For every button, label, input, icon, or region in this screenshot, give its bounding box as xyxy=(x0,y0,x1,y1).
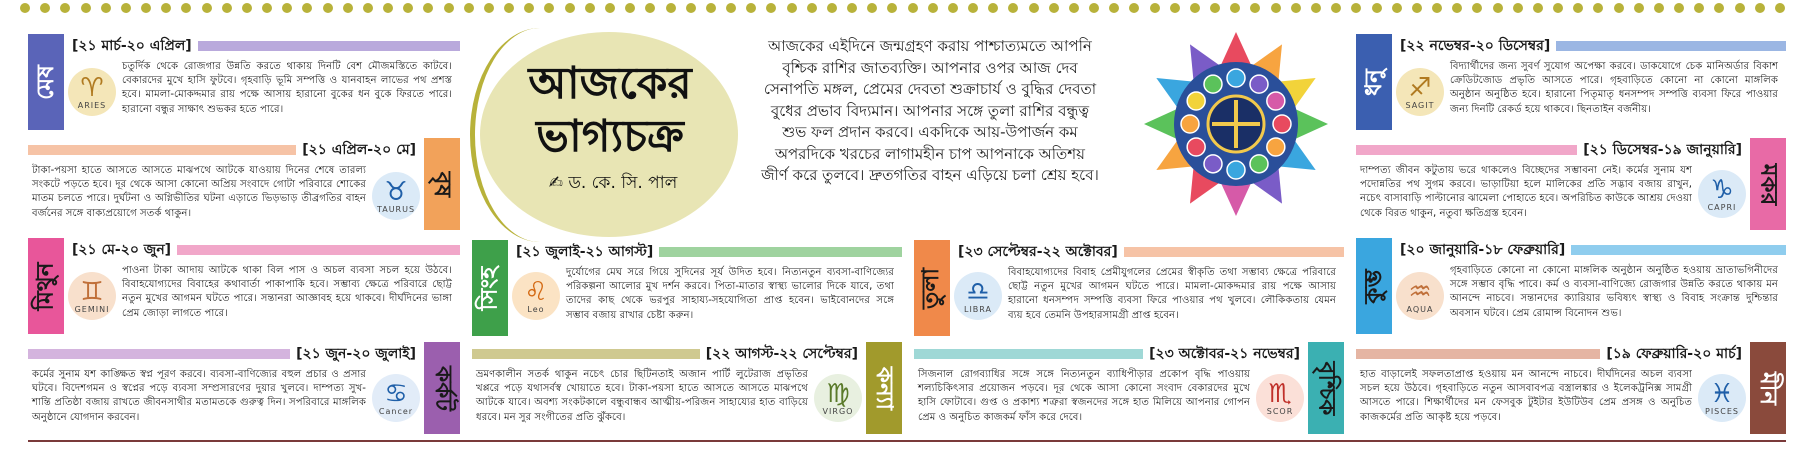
border-dot xyxy=(1513,3,1523,13)
sign-box-brisha xyxy=(28,138,460,230)
border-dot xyxy=(1271,3,1281,13)
libra-icon: ♎ LIBRA xyxy=(954,272,1002,320)
sign-label-meen: মীন xyxy=(1750,342,1786,434)
sign-bar-kumbha xyxy=(1571,245,1786,255)
border-dot xyxy=(766,3,776,13)
page-title-line2: ভাগ্যচক্র xyxy=(536,111,684,162)
sign-label-makar: মকর xyxy=(1750,138,1786,230)
sign-box-kumbha xyxy=(1356,238,1786,334)
sign-label-brishchik: বৃশ্চিক xyxy=(1308,342,1344,434)
sign-text-mithun: পাওনা টাকা আদায় আটকে থাকা বিল পাস ও অচল ব্যবসা সচল হয়ে উঠবে। বিবাহযোগ্যদের বিবাহের কথাবার্তা পাকাপাকি হবে। সম্ভাব্য ক্ষেত্রে পরিবারে ছোট্ট নতুন মুখের আগমন ঘটতে পারে। সন্তানরা আজ্ঞাবহ হয়ে থাকবে। দীর্ঘদিনের ভাঙ্গা প্রেম জোড়া লাগতে পারে। xyxy=(122,265,452,319)
sign-bar-meen xyxy=(1356,349,1600,359)
border-dot xyxy=(645,3,655,13)
border-dot xyxy=(807,3,817,13)
border-dot xyxy=(1089,3,1099,13)
sign-box-karkat xyxy=(28,342,460,434)
sign-bar-brisha xyxy=(28,145,296,155)
border-dot xyxy=(625,3,635,13)
border-dot xyxy=(1452,3,1462,13)
border-dot xyxy=(1674,3,1684,13)
sign-date-kumbha: [২০ জানুয়ারি-১৮ ফেব্রুয়ারি] xyxy=(1400,242,1566,258)
sign-date-dhanu: [২২ নভেম্বর-২০ ডিসেম্বর] xyxy=(1400,38,1551,54)
border-dot xyxy=(847,3,857,13)
border-dot xyxy=(302,3,312,13)
sign-date-brisha: [২১ এপ্রিল-২০ মে] xyxy=(302,142,416,158)
page-title-line1: আজকের xyxy=(528,58,692,109)
sign-label-karkat: কর্কট xyxy=(424,342,460,434)
border-dot xyxy=(1614,3,1624,13)
border-dot xyxy=(1573,3,1583,13)
sign-label-mithun: মিথুন xyxy=(28,238,64,334)
border-dot xyxy=(867,3,877,13)
border-dot xyxy=(1190,3,1200,13)
sign-text-brisha: টাকা-পয়সা হাতে আসতে আসতে মাঝপথে আটকে যাওয়ায় দিনের শেষে তারল্য সংকটে পড়তে হবে। দূর থেকে আসা কোনো অপ্রিয় সংবাদে গোটা পরিবারে শোকের মাতম চলতে পারে। দুর্ঘটনা ও অগ্নিভীতির ঘটনা এড়াতে ভিড়ভাড় তীব্রগতির বাহন বর্জনের সঙ্গে বাক্যপ্রয়োগে সতর্ক থাকুন। xyxy=(32,165,366,219)
border-dot xyxy=(1210,3,1220,13)
border-dot xyxy=(343,3,353,13)
border-dot xyxy=(1029,3,1039,13)
border-dot xyxy=(1351,3,1361,13)
border-dot xyxy=(1654,3,1664,13)
sign-text-mesh: চতুর্দিক থেকে রোজগার উন্নতি করতে থাকায় দিনটি বেশ মৌজমস্তিতে কাটবে। বেকারদের মুখে হাসি ফুটবে। গৃহবাড়ি ভূমি সম্পত্তি ও যানবাহন লাভের পথ প্রশস্ত হবে। মামলা-মোকদ্দমার রায় পক্ষে আসায় হারানো বুকের ধন বুকে ফিরতে পারে। হারানো বন্ধুর সাক্ষাৎ শুভকর হতে পারে। xyxy=(122,61,452,115)
border-dot xyxy=(787,3,797,13)
sign-bar-karkat xyxy=(28,349,290,359)
bottom-rule xyxy=(28,440,1786,442)
sign-box-kanya xyxy=(472,342,902,434)
border-dot xyxy=(565,3,575,13)
sign-text-singha: দুর্যোগের মেঘ সরে গিয়ে সুদিনের সূর্য উদিত হবে। নিত্যনতুন ব্যবসা-বাণিজ্যের পরিকল্পনা আলোর মুখ দর্শন করবে। পিতা-মাতার স্বাস্থ্য ভালোর দিকে যাবে, তথা তাদের কাছ থেকে ভরপুর সাহায্য-সহযোগিতা প্রাপ্ত হবেন। ভাইবোনদের সঙ্গে সম্ভাব বজায় রাখার চেষ্টা করুন। xyxy=(566,267,894,321)
sign-date-makar: [২১ ডিসেম্বর-১৯ জানুয়ারি] xyxy=(1583,142,1742,158)
cancer-icon: ♋ Cancer xyxy=(372,374,420,422)
border-dot xyxy=(363,3,373,13)
sign-date-kanya: [২২ আগস্ট-২২ সেপ্টেম্বর] xyxy=(705,346,858,362)
sign-label-dhanu: ধনু xyxy=(1356,34,1392,130)
border-dot xyxy=(686,3,696,13)
border-dot xyxy=(706,3,716,13)
top-dot-border xyxy=(20,3,1786,17)
sign-text-tula: বিবাহযোগ্যদের বিবাহ প্রেমীযুগলের প্রেমের স্বীকৃতি তথা সম্ভাব্য ক্ষেত্রে পরিবারে ছোট্ট নতুন মুখের আগমন ঘটতে পারে। মামলা-মোকদ্দমার রায় পক্ষে আসায় হারানো ধনসম্পদ সম্পত্তি ব্যবসা ফিরে পাওয়ার পথ খুলবে। লৌকিকতায় যেমন ব্যয় হবে তেমনি উপহারসামগ্রী প্রাপ্ত হবেন। xyxy=(1008,267,1336,321)
border-dot xyxy=(1230,3,1240,13)
border-dot xyxy=(1735,3,1745,13)
border-dot xyxy=(1694,3,1704,13)
border-dot xyxy=(1533,3,1543,13)
border-dot xyxy=(1472,3,1482,13)
border-dot xyxy=(1008,3,1018,13)
border-dot xyxy=(1069,3,1079,13)
sign-text-kumbha: গৃহবাড়িতে কোনো না কোনো মাঙ্গলিক অনুষ্ঠান অনুষ্ঠিত হওয়ায় ভ্রাতাভগিনীদের সঙ্গে সম্ভাব বৃদ্ধি পাবে। কর্ম ও ব্যবসা-বাণিজ্যে রোজগার উন্নতি করতে থাকায় মন আনন্দে নাচবে। সন্তানদের ক্যারিয়ার ভবিষ্যৎ স্বাস্থ্য ও বিবাহ সংক্রান্ত দুশ্চিন্তার অবসান ঘটবে। প্রেম রোমান্স বিনোদন শুভ। xyxy=(1450,265,1778,319)
border-dot xyxy=(1432,3,1442,13)
sign-text-karkat: কর্মের সুনাম যশ কাঙ্ক্ষিত স্বপ্ন পূরণ করবে। ব্যবসা-বাণিজ্যের বহুল প্রচার ও প্রসার ঘটবে। বিদেশগমন ও স্বপ্নের পড়ে ব্যবসা সম্প্রসারণের দুয়ার খুলবে। দাম্পত্য সুখ-শান্তি প্রতিষ্ঠা বজায় রাখতে জীবনসাথীর মতামতকে গুরুত্ব দিন। সপরিবারে মাঙ্গলিক অনুষ্ঠানে যোগদান করবেন। xyxy=(32,369,366,423)
border-dot xyxy=(1109,3,1119,13)
border-dot xyxy=(1553,3,1563,13)
author-byline: ✍ ড. কে. সি. পাল xyxy=(548,173,678,193)
border-dot xyxy=(222,3,232,13)
border-dot xyxy=(1493,3,1503,13)
border-dot xyxy=(504,3,514,13)
aries-icon: ♈ ARIES xyxy=(68,68,116,116)
sign-date-meen: [১৯ ফেব্রুয়ারি-২০ মার্চ] xyxy=(1606,346,1742,362)
sign-bar-kanya xyxy=(472,349,700,359)
intro-paragraph: আজকের এইদিনে জন্মগ্রহণ করায় পাশ্চাত্যমতে আপনি বৃশ্চিক রাশির জাতব্যক্তি। আপনার ওপর আজ দেব সেনাপতি মঙ্গল, প্রেমের দেবতা শুক্রাচার্য ও বুদ্ধির দেবতা বুধের প্রভাব বিদ্যমান। আপনার সঙ্গে তুলা রাশির বন্ধুত্ব শুভ ফল প্রদান করবে। একদিকে আয়-উপার্জন কম অপরদিকে খরচের লাগামহীন চাপ আপনাকে অতিশয় জীর্ণ করে তুলবে। দ্রুতগতির বাহন এড়িয়ে চলা শ্রেয় হবে। xyxy=(761,37,1099,184)
border-dot xyxy=(968,3,978,13)
border-dot xyxy=(282,3,292,13)
sign-bar-tula xyxy=(1124,247,1344,257)
border-dot xyxy=(1250,3,1260,13)
border-dot xyxy=(161,3,171,13)
sign-text-makar: দাম্পত্য জীবন কটুতায় ভরে থাকলেও বিচ্ছেদের সম্ভাবনা নেই। কর্মের সুনাম যশ পদোন্নতির পথ সুগম করবে। ভাড়াটিয়া হলে মালিকের প্রতি সদ্ভাব বজায় রাখুন, নচেৎ বাসাবাড়ি পাল্টানোর ঝামেলা পোহাতে হবে। অপরিচিত কাউকে আশ্রয় দেওয়া থেকে বিরত থাকুন, নতুবা ক্ষতিগ্রস্ত হবেন। xyxy=(1360,165,1692,219)
sign-label-kanya: কন্যা xyxy=(866,342,902,434)
leo-icon: ♌ Leo xyxy=(512,272,560,320)
border-dot xyxy=(827,3,837,13)
sign-date-mesh: [২১ মার্চ-২০ এপ্রিল] xyxy=(72,38,192,54)
border-dot xyxy=(60,3,70,13)
border-dot xyxy=(666,3,676,13)
sign-text-meen: হাত বাড়ালেই সফলতাপ্রাপ্ত হওয়ায় মন আনন্দে নাচবে। দীর্ঘদিনের অচল ব্যবসা সচল হয়ে উঠবে। গৃহবাড়িতে নতুন আসবাবপত্র বস্ত্রালঙ্কার ও ইলেকট্রনিক্স সামগ্রী আসতে পারে। শিক্ষার্থীদের মন ফেসবুক টুইটার ইউটিউব প্রেম প্রসঙ্গ ও অনুচিত কাজকর্মের প্রতি আকৃষ্ট হয়ে পড়বে। xyxy=(1360,369,1692,423)
border-dot xyxy=(1392,3,1402,13)
border-dot xyxy=(988,3,998,13)
border-dot xyxy=(1331,3,1341,13)
sign-box-dhanu xyxy=(1356,34,1786,130)
sign-bar-dhanu xyxy=(1556,41,1786,51)
sign-box-brishchik xyxy=(914,342,1344,434)
border-dot xyxy=(524,3,534,13)
border-dot xyxy=(444,3,454,13)
border-dot xyxy=(484,3,494,13)
sign-box-tula xyxy=(914,240,1344,336)
border-dot xyxy=(1129,3,1139,13)
border-dot xyxy=(81,3,91,13)
aquarius-icon: ♒ AQUA xyxy=(1396,272,1444,320)
sign-box-makar xyxy=(1356,138,1786,230)
border-dot xyxy=(948,3,958,13)
border-dot xyxy=(1755,3,1765,13)
sign-label-mesh: মেষ xyxy=(28,34,64,130)
sign-text-dhanu: বিদ্যার্থীদের জন্য সুবর্ণ সুযোগ অপেক্ষা করবে। ডাকযোগে চেক মানিঅর্ডার বিকাশ ক্রেডিটজোড প্রভৃতি আসতে পারে। গৃহবাড়িতে কোনো না কোনো মাঙ্গলিক অনুষ্ঠান অনুষ্ঠিত হবে। হারানো পিতৃমাতৃ ধনসম্পদ সম্পত্তি ব্যবসা ফিরে পাওয়ার জন্য দিনটি রেকর্ড হয়ে থাকবে। ছিনতাইন বর্জনীয়। xyxy=(1450,61,1778,115)
sign-label-kumbha: কুম্ভ xyxy=(1356,238,1392,334)
sign-bar-mesh xyxy=(198,41,460,51)
border-dot xyxy=(1291,3,1301,13)
capricorn-icon: ♑ CAPRI xyxy=(1698,170,1746,218)
sign-bar-singha xyxy=(659,247,902,257)
border-dot xyxy=(928,3,938,13)
gemini-icon: ♊ GEMINI xyxy=(68,272,116,320)
sign-box-singha xyxy=(472,240,902,336)
border-dot xyxy=(1311,3,1321,13)
border-dot xyxy=(1170,3,1180,13)
border-dot xyxy=(101,3,111,13)
sign-box-meen xyxy=(1356,342,1786,434)
border-dot xyxy=(403,3,413,13)
sign-box-mesh xyxy=(28,34,460,130)
border-dot xyxy=(40,3,50,13)
border-dot xyxy=(1775,3,1785,13)
border-dot xyxy=(464,3,474,13)
border-dot xyxy=(746,3,756,13)
sign-date-brishchik: [২৩ অক্টোবর-২১ নভেম্বর] xyxy=(1149,346,1300,362)
virgo-icon: ♍ VIRGO xyxy=(814,374,862,422)
sign-label-tula: তুলা xyxy=(914,240,950,336)
border-dot xyxy=(908,3,918,13)
border-dot xyxy=(726,3,736,13)
border-dot xyxy=(202,3,212,13)
border-dot xyxy=(887,3,897,13)
border-dot xyxy=(544,3,554,13)
sign-bar-makar xyxy=(1356,145,1577,155)
border-dot xyxy=(1634,3,1644,13)
sign-label-singha: সিংহ xyxy=(472,240,508,336)
border-dot xyxy=(585,3,595,13)
border-dot xyxy=(1049,3,1059,13)
sign-date-tula: [২৩ সেপ্টেম্বর-২২ অক্টোবর] xyxy=(958,244,1118,260)
sign-bar-brishchik xyxy=(914,349,1143,359)
sign-date-singha: [২১ জুলাই-২১ আগস্ট] xyxy=(516,244,654,260)
border-dot xyxy=(242,3,252,13)
border-dot xyxy=(1412,3,1422,13)
taurus-icon: ♉ TAURUS xyxy=(372,172,420,220)
sign-bar-mithun xyxy=(177,245,460,255)
border-dot xyxy=(605,3,615,13)
zodiac-wheel-icon xyxy=(1142,30,1330,218)
border-dot xyxy=(423,3,433,13)
border-dot xyxy=(1150,3,1160,13)
sign-label-brisha: বৃষ xyxy=(424,138,460,230)
scorpio-icon: ♏ SCOR xyxy=(1256,374,1304,422)
sign-text-brishchik: সিজনাল রোগব্যাধির সঙ্গে সঙ্গে নিত্যনতুন ব্যাধিপীড়ার প্রকোপ বৃদ্ধি পাওয়ায় শল্যচিকিৎসার প্রয়োজন পড়বে। দূর থেকে আসা কোনো সংবাদ বেকারদের মুখে হাসি ফোটাবে। গুপ্ত ও প্রকাশ্য শত্রুরা স্বজনদের সঙ্গে হাত মিলিয়ে আপনার গোপন প্রেম ও অনুচিত কাজকর্ম ফাঁস করে দেবে। xyxy=(918,369,1250,423)
sagittarius-icon: ♐ SAGIT xyxy=(1396,68,1444,116)
border-dot xyxy=(323,3,333,13)
border-dot xyxy=(181,3,191,13)
border-dot xyxy=(262,3,272,13)
sign-box-mithun xyxy=(28,238,460,334)
border-dot xyxy=(1593,3,1603,13)
border-dot xyxy=(141,3,151,13)
border-dot xyxy=(20,3,30,13)
border-dot xyxy=(383,3,393,13)
border-dot xyxy=(121,3,131,13)
pisces-icon: ♓ PISCES xyxy=(1698,374,1746,422)
sign-text-kanya: ভ্রমণকালীন সতর্ক থাকুন নচেৎ চোর ছিটিনতাই অজান পার্টি লুটেরাজ প্রভৃতির খপ্পরে পড়ে যথাসর্বস্ব খোয়াতে হবে। টাকা-পয়সা হাতে আসতে আসতে মাঝপথে আটকে যাবে। অবশ্য সংকটকালে বন্ধুবান্ধব আত্মীয়-পরিজন সাহায্যের হাত বাড়িয়ে ধরবে। মন সুর সংগীতের প্রতি ঝুঁকবে। xyxy=(476,369,808,423)
sign-date-mithun: [২১ মে-২০ জুন] xyxy=(72,242,172,258)
sign-date-karkat: [২১ জুন-২০ জুলাই] xyxy=(296,346,416,362)
border-dot xyxy=(1714,3,1724,13)
border-dot xyxy=(1372,3,1382,13)
